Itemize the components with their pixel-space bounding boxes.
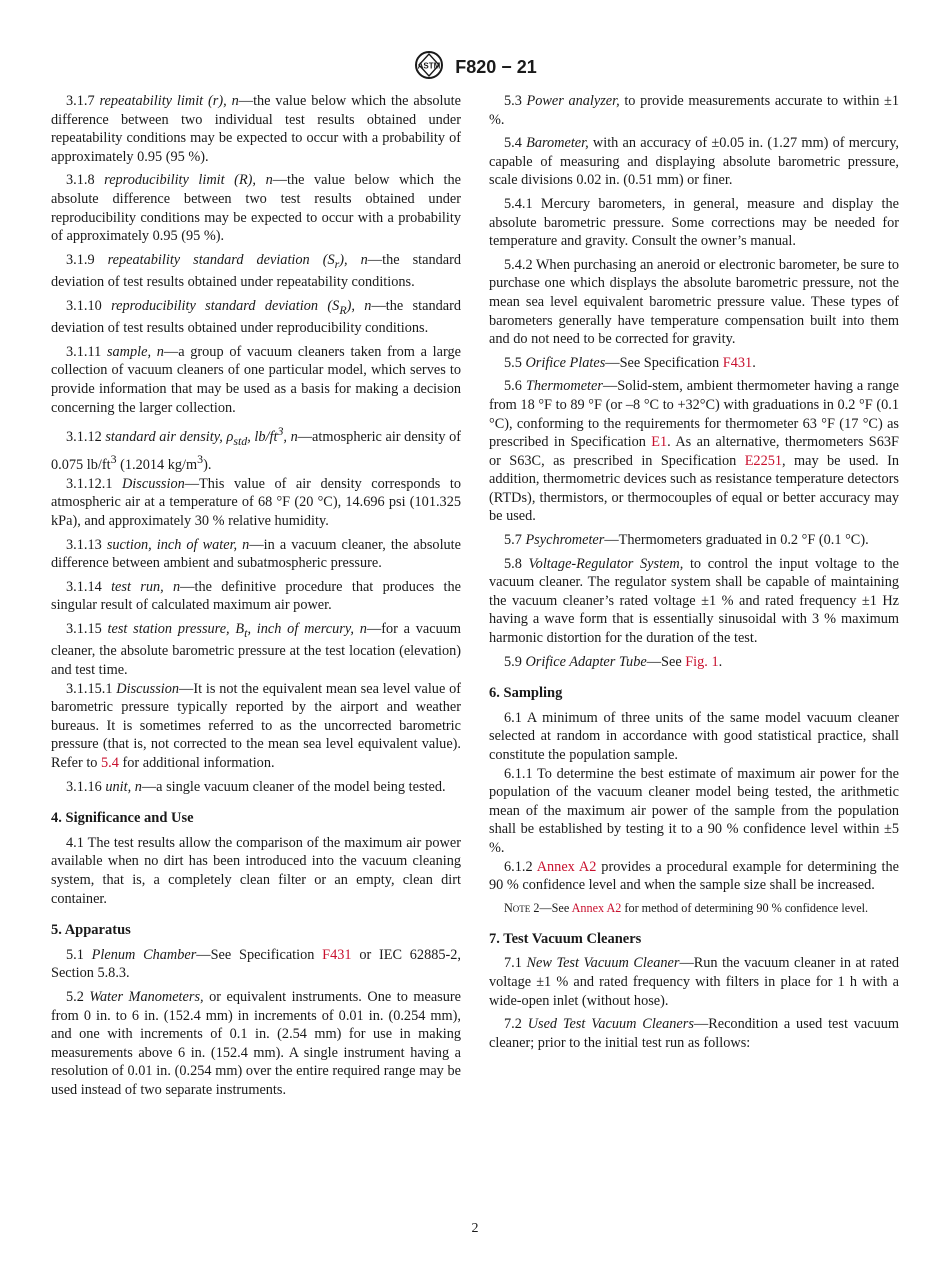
clause-6-1-1: 6.1.1 To determine the best estimate of maximum air power for the population of the vacuum cleaner model being tested, the arithmetic mean of the maximum air power of the sample from the population shall be established by testing it to a 90 % confidence level within ±5 %.	[489, 765, 899, 856]
svg-text:ASTM: ASTM	[417, 61, 441, 71]
clause-5-7: 5.7 Psychrometer—Thermometers graduated in 0.2 °F (0.1 °C).	[504, 532, 869, 549]
clause-3-1-7: 3.1.7 repeatability limit (r), n—the value below which the absolute difference between two individual test results obtained under repeatability conditions may be expected to occur with a probability of approximately 0.95 (95 %).	[51, 93, 461, 165]
section-link-5-4[interactable]: 5.4	[101, 754, 119, 771]
right-column	[489, 92, 899, 1057]
clause-7-1: 7.1 New Test Vacuum Cleaner—Run the vacuum cleaner in at rated voltage ±1 % and rated frequency with filters in place for 1 h with a wide-open inlet (without hose).	[489, 955, 900, 1009]
clause-3-1-12: 3.1.12 standard air density, $\rho_{std}$, $lb/ft^3$, n—atmospheric air density of 0.075 $lb/ft^3$ (1.2014 $kg/m^3$).	[51, 424, 461, 474]
page-number: 2	[471, 1221, 479, 1236]
clause-5-4: 5.4 Barometer, with an accuracy of ±0.05 in. (1.27 mm) of mercury, capable of measuring and displaying absolute barometric pressure, scale divisions 0.02 in. (0.51 mm) or finer.	[489, 135, 899, 189]
clause-6-1-2: 6.1.2 Annex A2 provides a procedural example for determining the 90 % confidence level and when the sample size shall be increased.	[489, 858, 900, 894]
spec-link-e2251[interactable]: E2251	[744, 452, 783, 469]
spec-link-e1[interactable]: E1	[651, 434, 668, 451]
left-column	[51, 92, 461, 1104]
clause-5-8: 5.8 Voltage-Regulator System, to control the input voltage to the vacuum cleaner. The regulator system shall be capable of maintaining the vacuum cleaner’s rated voltage ±1 % and rated frequency ±1 Hz having a wave form that is essentially sinusoidal with 3 % maximum harmonic distortion for the duration of the test.	[489, 555, 899, 647]
clause-6-1: 6.1 A minimum of three units of the same model vacuum cleaner selected at random in accordance with good statistical practice, shall constitute the population sample.	[489, 709, 899, 763]
clause-3-1-13: 3.1.13 suction, inch of water, n—in a vacuum cleaner, the absolute difference between ambient and subatmospheric pressure.	[51, 536, 462, 572]
section-heading-test-vacuum-cleaners: 7. Test Vacuum Cleaners	[489, 930, 642, 947]
annex-link-a2[interactable]: Annex A2	[571, 900, 622, 915]
clause-3-1-12-1: 3.1.12.1 Discussion—This value of air density corresponds to atmospheric air at a temperature of 68 °F (20 °C), 14.696 psi (101.325 kPa), and approximately 30 % relative humidity.	[51, 475, 461, 529]
clause-3-1-15: 3.1.15 test station pressure, $B_t$, inch of mercury, n—for a vacuum cleaner, the absolute barometric pressure at the test location (elevation) and test time.	[51, 620, 462, 678]
document-designation: F820 − 21	[455, 57, 537, 77]
clause-3-1-15-1: 3.1.15.1 Discussion—It is not the equivalent mean sea level value of barometric pressure typically reported by the airport and weather bureaus. It is sometimes referred to as the uncorrected barometric pressure (that is, not corrected to the mean sea level equivalent value). Refer to 5.4 for additional information.	[51, 680, 461, 771]
annex-link-a2[interactable]: Annex A2	[536, 858, 597, 875]
section-heading-significance: 4. Significance and Use	[51, 810, 194, 827]
clause-5-1: 5.1 Plenum Chamber—See Specification F431 or IEC 62885-2, Section 5.8.3.	[51, 946, 462, 982]
clause-3-1-9: 3.1.9 repeatability standard deviation $(S_r)$, n—the standard deviation of test results obtained under repeatability conditions.	[51, 251, 462, 291]
spec-link-f431[interactable]: F431	[722, 354, 753, 371]
clause-3-1-10: 3.1.10 reproducibility standard deviation $(S_R)$, n—the standard deviation of test results obtained under reproducibility conditions.	[51, 297, 461, 337]
clause-5-5: 5.5 Orifice Plates—See Specification F431.	[504, 354, 756, 371]
clause-3-1-14: 3.1.14 test run, n—the definitive procedure that produces the singular result of calculated maximum air power.	[51, 578, 461, 614]
spec-link-f431[interactable]: F431	[322, 946, 352, 963]
clause-5-4-2: 5.4.2 When purchasing an aneroid or electronic barometer, be sure to purchase one which displays the absolute barometric pressure, not the mean sea level equivalent barometric pressure value. These types of barometers generally have temperature compensation built into them and do not need to be corrected for gravity.	[489, 256, 899, 348]
section-heading-sampling: 6. Sampling	[489, 685, 563, 702]
clause-5-3: 5.3 Power analyzer, to provide measurements accurate to within ±1 %.	[489, 93, 899, 128]
astm-logo-icon	[413, 50, 445, 85]
clause-4-1: 4.1 The test results allow the comparison of the maximum air power available when no dirt has been introduced into the vacuum cleaning system, that is, a completely clean filter or an empty, clean dirt container.	[51, 834, 461, 907]
clause-7-2: 7.2 Used Test Vacuum Cleaners—Recondition a used test vacuum cleaner; prior to the initial test run as follows:	[489, 1016, 899, 1051]
clause-3-1-16: 3.1.16 unit, n—a single vacuum cleaner of the model being tested.	[66, 778, 446, 795]
section-heading-apparatus: 5. Apparatus	[51, 922, 131, 939]
page-header	[0, 50, 950, 84]
clause-5-6: 5.6 Thermometer—Solid-stem, ambient thermometer having a range from 18 °F to 89 °F (or –8 °C to +32°C) with graduations in 0.2 °F (0.1 °C), conforming to the requirements for thermometer 63 °F (17 °C) as prescribed in Specification E1. As an alternative, thermometers S63F or S63C, as prescribed in Specification E2251, may be used. In addition, thermometric devices such as resistance temperature detectors (RTDs), thermistors, or thermocouples of equal or better accuracy may be used.	[489, 378, 900, 525]
clause-3-1-8: 3.1.8 reproducibility limit (R), n—the value below which the absolute difference between two test results obtained under reproducibility conditions may be expected to occur with a probability of approximately 0.95 (95 %).	[51, 172, 461, 245]
clause-5-9: 5.9 Orifice Adapter Tube—See Fig. 1.	[504, 653, 723, 670]
clause-5-4-1: 5.4.1 Mercury barometers, in general, measure and display the absolute barometric pressure. Some corrections may be needed for temperature and gravity. Consult the owner’s manual.	[489, 195, 899, 250]
note-2: Note 2—See Annex A2 for method of determining 90 % confidence level.	[504, 900, 869, 915]
clause-3-1-11: 3.1.11 sample, n—a group of vacuum cleaners taken from a large collection of vacuum cleaners of one particular model, which serves to provide information that may be used as a basis for making a decision concerning the larger collection.	[51, 343, 461, 416]
figure-link-fig-1[interactable]: Fig. 1	[685, 653, 719, 670]
clause-5-2: 5.2 Water Manometers, or equivalent instruments. One to measure from 0 in. to 6 in. (152.4 mm) in increments of 0.01 in. (0.254 mm), and one with increments of 0.1 in. (2.54 mm) for use in making measurements above 6 in. (152.4 mm). A single instrument having a resolution of 0.01 in. (0.254 mm) over the entire required range may be used instead of two separate instruments.	[51, 988, 461, 1098]
